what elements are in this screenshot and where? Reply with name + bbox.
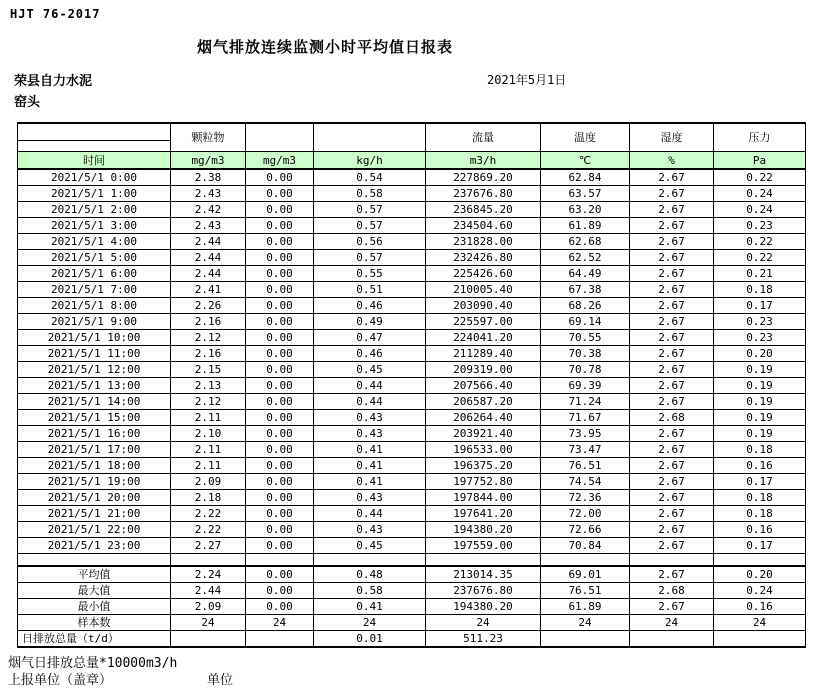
value-cell: 70.38 — [541, 346, 630, 362]
value-cell: 0.00 — [246, 458, 314, 474]
time-header-bottom-cell — [18, 141, 171, 152]
value-cell: 0.00 — [246, 490, 314, 506]
value-cell: 197559.00 — [426, 538, 541, 554]
report-date: 2021年5月1日 — [487, 73, 567, 87]
value-cell: 0.00 — [246, 410, 314, 426]
value-cell: 70.84 — [541, 538, 630, 554]
value-cell: 76.51 — [541, 583, 630, 599]
value-cell: 2.67 — [630, 474, 714, 490]
value-cell: 62.68 — [541, 234, 630, 250]
value-cell: 70.55 — [541, 330, 630, 346]
time-cell: 2021/5/1 22:00 — [18, 522, 171, 538]
value-cell: 0.23 — [714, 314, 806, 330]
col-header-flow: 流量 — [426, 123, 541, 152]
summary-row — [18, 599, 806, 615]
value-cell: 0.18 — [714, 506, 806, 522]
value-cell: 203090.40 — [426, 298, 541, 314]
table-row — [18, 218, 806, 234]
value-cell: 2.27 — [171, 538, 246, 554]
time-cell: 2021/5/1 18:00 — [18, 458, 171, 474]
value-cell: 69.39 — [541, 378, 630, 394]
value-cell — [171, 554, 246, 567]
col-header-blank-2 — [314, 123, 426, 152]
value-cell: 61.89 — [541, 599, 630, 615]
table-row — [18, 282, 806, 298]
value-cell: 2.67 — [630, 330, 714, 346]
value-cell: 24 — [714, 615, 806, 631]
value-cell: 2.11 — [171, 410, 246, 426]
value-cell: 0.23 — [714, 218, 806, 234]
value-cell: 0.44 — [314, 394, 426, 410]
unit-label: 单位 — [207, 673, 234, 688]
value-cell: 74.54 — [541, 474, 630, 490]
value-cell: 206264.40 — [426, 410, 541, 426]
value-cell — [630, 631, 714, 648]
value-cell: 0.19 — [714, 362, 806, 378]
value-cell: 0.54 — [314, 169, 426, 186]
value-cell: 2.10 — [171, 426, 246, 442]
value-cell: 2.22 — [171, 522, 246, 538]
value-cell: 0.56 — [314, 234, 426, 250]
value-cell: 0.00 — [246, 506, 314, 522]
value-cell: 2.44 — [171, 266, 246, 282]
value-cell: 0.00 — [246, 282, 314, 298]
value-cell: 0.00 — [246, 538, 314, 554]
value-cell: 2.67 — [630, 426, 714, 442]
value-cell: 209319.00 — [426, 362, 541, 378]
value-cell: 0.00 — [246, 566, 314, 583]
value-cell: 67.38 — [541, 282, 630, 298]
value-cell: 0.51 — [314, 282, 426, 298]
value-cell: 0.24 — [714, 583, 806, 599]
value-cell: 0.49 — [314, 314, 426, 330]
value-cell: 72.66 — [541, 522, 630, 538]
value-cell: 2.22 — [171, 506, 246, 522]
value-cell — [314, 554, 426, 567]
value-cell: 227869.20 — [426, 169, 541, 186]
value-cell: 2.12 — [171, 394, 246, 410]
value-cell — [246, 631, 314, 648]
value-cell: 61.89 — [541, 218, 630, 234]
table-row — [18, 250, 806, 266]
time-cell: 2021/5/1 9:00 — [18, 314, 171, 330]
value-cell: 0.43 — [314, 426, 426, 442]
value-cell: 0.16 — [714, 522, 806, 538]
time-cell: 2021/5/1 19:00 — [18, 474, 171, 490]
table-row — [18, 426, 806, 442]
value-cell — [630, 554, 714, 567]
value-cell: 0.41 — [314, 599, 426, 615]
value-cell: 2.24 — [171, 566, 246, 583]
value-cell: 225426.60 — [426, 266, 541, 282]
value-cell: 0.17 — [714, 298, 806, 314]
time-cell: 2021/5/1 1:00 — [18, 186, 171, 202]
unit-particulate-mg: mg/m3 — [171, 152, 246, 170]
value-cell: 2.67 — [630, 234, 714, 250]
value-cell: 2.67 — [630, 314, 714, 330]
col-header-temperature: 温度 — [541, 123, 630, 152]
table-row — [18, 378, 806, 394]
value-cell: 0.00 — [246, 169, 314, 186]
table-row — [18, 186, 806, 202]
value-cell: 2.67 — [630, 522, 714, 538]
value-cell: 63.57 — [541, 186, 630, 202]
value-cell: 2.12 — [171, 330, 246, 346]
value-cell: 2.67 — [630, 506, 714, 522]
table-row — [18, 314, 806, 330]
value-cell: 0.48 — [314, 566, 426, 583]
value-cell: 2.68 — [630, 583, 714, 599]
value-cell: 0.00 — [246, 583, 314, 599]
value-cell — [171, 631, 246, 648]
value-cell: 0.24 — [714, 202, 806, 218]
value-cell: 2.67 — [630, 394, 714, 410]
value-cell: 2.67 — [630, 298, 714, 314]
value-cell: 2.15 — [171, 362, 246, 378]
value-cell: 2.11 — [171, 442, 246, 458]
value-cell: 0.41 — [314, 442, 426, 458]
value-cell: 2.67 — [630, 442, 714, 458]
value-cell: 2.67 — [630, 169, 714, 186]
value-cell: 2.41 — [171, 282, 246, 298]
value-cell: 68.26 — [541, 298, 630, 314]
unit-pa: Pa — [714, 152, 806, 170]
unit-mg: mg/m3 — [246, 152, 314, 170]
value-cell: 0.22 — [714, 250, 806, 266]
value-cell: 194380.20 — [426, 599, 541, 615]
value-cell: 0.00 — [246, 362, 314, 378]
value-cell: 2.42 — [171, 202, 246, 218]
summary-row — [18, 631, 806, 648]
value-cell: 0.20 — [714, 346, 806, 362]
value-cell: 70.78 — [541, 362, 630, 378]
value-cell: 0.19 — [714, 394, 806, 410]
value-cell: 2.18 — [171, 490, 246, 506]
col-header-blank-1 — [246, 123, 314, 152]
value-cell: 2.67 — [630, 202, 714, 218]
value-cell: 0.19 — [714, 410, 806, 426]
summary-label: 最小值 — [18, 599, 171, 615]
table-row — [18, 522, 806, 538]
value-cell: 206587.20 — [426, 394, 541, 410]
summary-row — [18, 566, 806, 583]
value-cell: 203921.40 — [426, 426, 541, 442]
unit-percent: % — [630, 152, 714, 170]
value-cell: 2.44 — [171, 583, 246, 599]
value-cell: 2.67 — [630, 218, 714, 234]
value-cell: 76.51 — [541, 458, 630, 474]
table-row — [18, 538, 806, 554]
value-cell: 24 — [314, 615, 426, 631]
value-cell: 0.18 — [714, 490, 806, 506]
value-cell: 69.01 — [541, 566, 630, 583]
value-cell: 0.22 — [714, 169, 806, 186]
value-cell: 0.41 — [314, 474, 426, 490]
value-cell: 73.47 — [541, 442, 630, 458]
value-cell: 2.26 — [171, 298, 246, 314]
footnote: 烟气日排放总量*10000m3/h — [8, 656, 178, 671]
value-cell: 0.43 — [314, 522, 426, 538]
value-cell: 0.00 — [246, 330, 314, 346]
value-cell: 24 — [426, 615, 541, 631]
value-cell: 0.43 — [314, 490, 426, 506]
value-cell: 2.68 — [630, 410, 714, 426]
value-cell: 0.00 — [246, 378, 314, 394]
value-cell: 63.20 — [541, 202, 630, 218]
value-cell: 72.00 — [541, 506, 630, 522]
value-cell: 64.49 — [541, 266, 630, 282]
value-cell: 232426.80 — [426, 250, 541, 266]
value-cell: 0.43 — [314, 410, 426, 426]
value-cell: 0.00 — [246, 346, 314, 362]
value-cell: 2.09 — [171, 474, 246, 490]
col-header-humidity: 湿度 — [630, 123, 714, 152]
value-cell: 0.18 — [714, 442, 806, 458]
value-cell: 0.00 — [246, 234, 314, 250]
value-cell: 197641.20 — [426, 506, 541, 522]
col-header-particulate: 颗粒物 — [171, 123, 246, 152]
table-row — [18, 169, 806, 186]
value-cell: 24 — [246, 615, 314, 631]
value-cell: 0.17 — [714, 474, 806, 490]
table-row — [18, 506, 806, 522]
time-cell: 2021/5/1 21:00 — [18, 506, 171, 522]
time-cell: 2021/5/1 23:00 — [18, 538, 171, 554]
table-row — [18, 490, 806, 506]
value-cell: 0.19 — [714, 426, 806, 442]
time-cell: 2021/5/1 5:00 — [18, 250, 171, 266]
table-row — [18, 346, 806, 362]
value-cell: 73.95 — [541, 426, 630, 442]
value-cell: 0.00 — [246, 250, 314, 266]
value-cell: 0.41 — [314, 458, 426, 474]
company-name: 荣县自力水泥 — [14, 74, 93, 89]
table-row — [18, 330, 806, 346]
time-cell: 2021/5/1 15:00 — [18, 410, 171, 426]
value-cell: 2.44 — [171, 234, 246, 250]
value-cell — [541, 554, 630, 567]
value-cell: 237676.80 — [426, 583, 541, 599]
value-cell: 210005.40 — [426, 282, 541, 298]
value-cell: 0.22 — [714, 234, 806, 250]
summary-label: 平均值 — [18, 566, 171, 583]
value-cell: 0.00 — [246, 442, 314, 458]
value-cell: 0.57 — [314, 202, 426, 218]
value-cell: 2.67 — [630, 490, 714, 506]
value-cell: 0.24 — [714, 186, 806, 202]
unit-kgh: kg/h — [314, 152, 426, 170]
value-cell: 2.38 — [171, 169, 246, 186]
value-cell: 0.23 — [714, 330, 806, 346]
value-cell: 2.67 — [630, 186, 714, 202]
value-cell: 2.67 — [630, 362, 714, 378]
value-cell: 0.00 — [246, 314, 314, 330]
value-cell: 24 — [171, 615, 246, 631]
time-cell: 2021/5/1 0:00 — [18, 169, 171, 186]
value-cell: 0.16 — [714, 458, 806, 474]
value-cell: 72.36 — [541, 490, 630, 506]
summary-label: 样本数 — [18, 615, 171, 631]
value-cell: 2.67 — [630, 458, 714, 474]
value-cell: 0.17 — [714, 538, 806, 554]
value-cell: 197752.80 — [426, 474, 541, 490]
value-cell: 2.67 — [630, 346, 714, 362]
time-cell: 2021/5/1 7:00 — [18, 282, 171, 298]
time-cell: 2021/5/1 16:00 — [18, 426, 171, 442]
value-cell: 0.00 — [246, 599, 314, 615]
time-cell: 2021/5/1 11:00 — [18, 346, 171, 362]
value-cell: 2.16 — [171, 346, 246, 362]
time-cell: 2021/5/1 20:00 — [18, 490, 171, 506]
time-cell: 2021/5/1 8:00 — [18, 298, 171, 314]
value-cell: 2.67 — [630, 282, 714, 298]
value-cell: 0.00 — [246, 202, 314, 218]
page-title: 烟气排放连续监测小时平均值日报表 — [197, 38, 454, 56]
time-cell: 2021/5/1 6:00 — [18, 266, 171, 282]
table-row — [18, 474, 806, 490]
value-cell: 196375.20 — [426, 458, 541, 474]
value-cell: 213014.35 — [426, 566, 541, 583]
value-cell: 0.19 — [714, 378, 806, 394]
value-cell: 234504.60 — [426, 218, 541, 234]
value-cell: 0.58 — [314, 583, 426, 599]
value-cell: 71.67 — [541, 410, 630, 426]
value-cell: 0.21 — [714, 266, 806, 282]
table-row — [18, 234, 806, 250]
value-cell: 2.11 — [171, 458, 246, 474]
unit-celsius: ℃ — [541, 152, 630, 170]
value-cell: 0.55 — [314, 266, 426, 282]
summary-label: 日排放总量（t/d） — [18, 631, 171, 648]
table-row — [18, 362, 806, 378]
table-row — [18, 266, 806, 282]
value-cell: 2.67 — [630, 538, 714, 554]
value-cell: 224041.20 — [426, 330, 541, 346]
station-name: 窑头 — [14, 95, 41, 110]
value-cell — [714, 554, 806, 567]
time-cell: 2021/5/1 12:00 — [18, 362, 171, 378]
value-cell: 0.00 — [246, 474, 314, 490]
value-cell: 211289.40 — [426, 346, 541, 362]
value-cell: 0.44 — [314, 506, 426, 522]
value-cell: 194380.20 — [426, 522, 541, 538]
summary-label: 最大值 — [18, 583, 171, 599]
value-cell: 2.43 — [171, 218, 246, 234]
value-cell: 2.67 — [630, 250, 714, 266]
value-cell: 0.00 — [246, 522, 314, 538]
table-row — [18, 410, 806, 426]
doc-code: HJT 76-2017 — [10, 7, 101, 21]
value-cell: 2.44 — [171, 250, 246, 266]
empty-cell — [18, 554, 171, 567]
unit-flow: m3/h — [426, 152, 541, 170]
value-cell: 0.00 — [246, 426, 314, 442]
value-cell: 511.23 — [426, 631, 541, 648]
col-header-pressure: 压力 — [714, 123, 806, 152]
value-cell: 0.20 — [714, 566, 806, 583]
value-cell: 0.00 — [246, 218, 314, 234]
value-cell — [246, 554, 314, 567]
value-cell: 69.14 — [541, 314, 630, 330]
value-cell: 2.67 — [630, 599, 714, 615]
value-cell: 62.84 — [541, 169, 630, 186]
value-cell: 231828.00 — [426, 234, 541, 250]
value-cell: 0.58 — [314, 186, 426, 202]
value-cell: 196533.00 — [426, 442, 541, 458]
time-cell: 2021/5/1 3:00 — [18, 218, 171, 234]
time-cell: 2021/5/1 2:00 — [18, 202, 171, 218]
value-cell: 0.46 — [314, 346, 426, 362]
value-cell: 2.67 — [630, 378, 714, 394]
value-cell: 0.46 — [314, 298, 426, 314]
spacer-row — [18, 554, 806, 567]
value-cell: 62.52 — [541, 250, 630, 266]
value-cell — [714, 631, 806, 648]
value-cell: 0.00 — [246, 394, 314, 410]
value-cell: 0.00 — [246, 186, 314, 202]
value-cell: 0.47 — [314, 330, 426, 346]
value-cell: 197844.00 — [426, 490, 541, 506]
time-cell: 2021/5/1 14:00 — [18, 394, 171, 410]
value-cell: 0.57 — [314, 250, 426, 266]
value-cell: 2.13 — [171, 378, 246, 394]
time-header: 时间 — [18, 152, 171, 170]
value-cell: 0.16 — [714, 599, 806, 615]
summary-row — [18, 615, 806, 631]
value-cell: 236845.20 — [426, 202, 541, 218]
value-cell: 0.00 — [246, 298, 314, 314]
value-cell: 2.09 — [171, 599, 246, 615]
time-header-top-cell — [18, 123, 171, 141]
value-cell: 0.44 — [314, 378, 426, 394]
value-cell: 71.24 — [541, 394, 630, 410]
value-cell: 0.45 — [314, 538, 426, 554]
unit-header-row — [18, 152, 806, 170]
value-cell: 0.57 — [314, 218, 426, 234]
report-table — [17, 122, 806, 648]
summary-row — [18, 583, 806, 599]
value-cell: 2.43 — [171, 186, 246, 202]
time-cell: 2021/5/1 4:00 — [18, 234, 171, 250]
value-cell — [426, 554, 541, 567]
table-row — [18, 394, 806, 410]
value-cell: 2.16 — [171, 314, 246, 330]
value-cell: 0.00 — [246, 266, 314, 282]
time-cell: 2021/5/1 10:00 — [18, 330, 171, 346]
value-cell: 207566.40 — [426, 378, 541, 394]
value-cell: 24 — [630, 615, 714, 631]
time-cell: 2021/5/1 17:00 — [18, 442, 171, 458]
table-row — [18, 458, 806, 474]
value-cell: 0.45 — [314, 362, 426, 378]
table-row — [18, 298, 806, 314]
value-cell: 24 — [541, 615, 630, 631]
value-cell: 0.01 — [314, 631, 426, 648]
time-cell: 2021/5/1 13:00 — [18, 378, 171, 394]
table-row — [18, 202, 806, 218]
report-unit-label: 上报单位（盖章） — [8, 673, 113, 688]
value-cell — [541, 631, 630, 648]
value-cell: 225597.00 — [426, 314, 541, 330]
value-cell: 2.67 — [630, 266, 714, 282]
value-cell: 0.18 — [714, 282, 806, 298]
table-row — [18, 442, 806, 458]
value-cell: 2.67 — [630, 566, 714, 583]
group-header-row — [18, 123, 806, 141]
value-cell: 237676.80 — [426, 186, 541, 202]
